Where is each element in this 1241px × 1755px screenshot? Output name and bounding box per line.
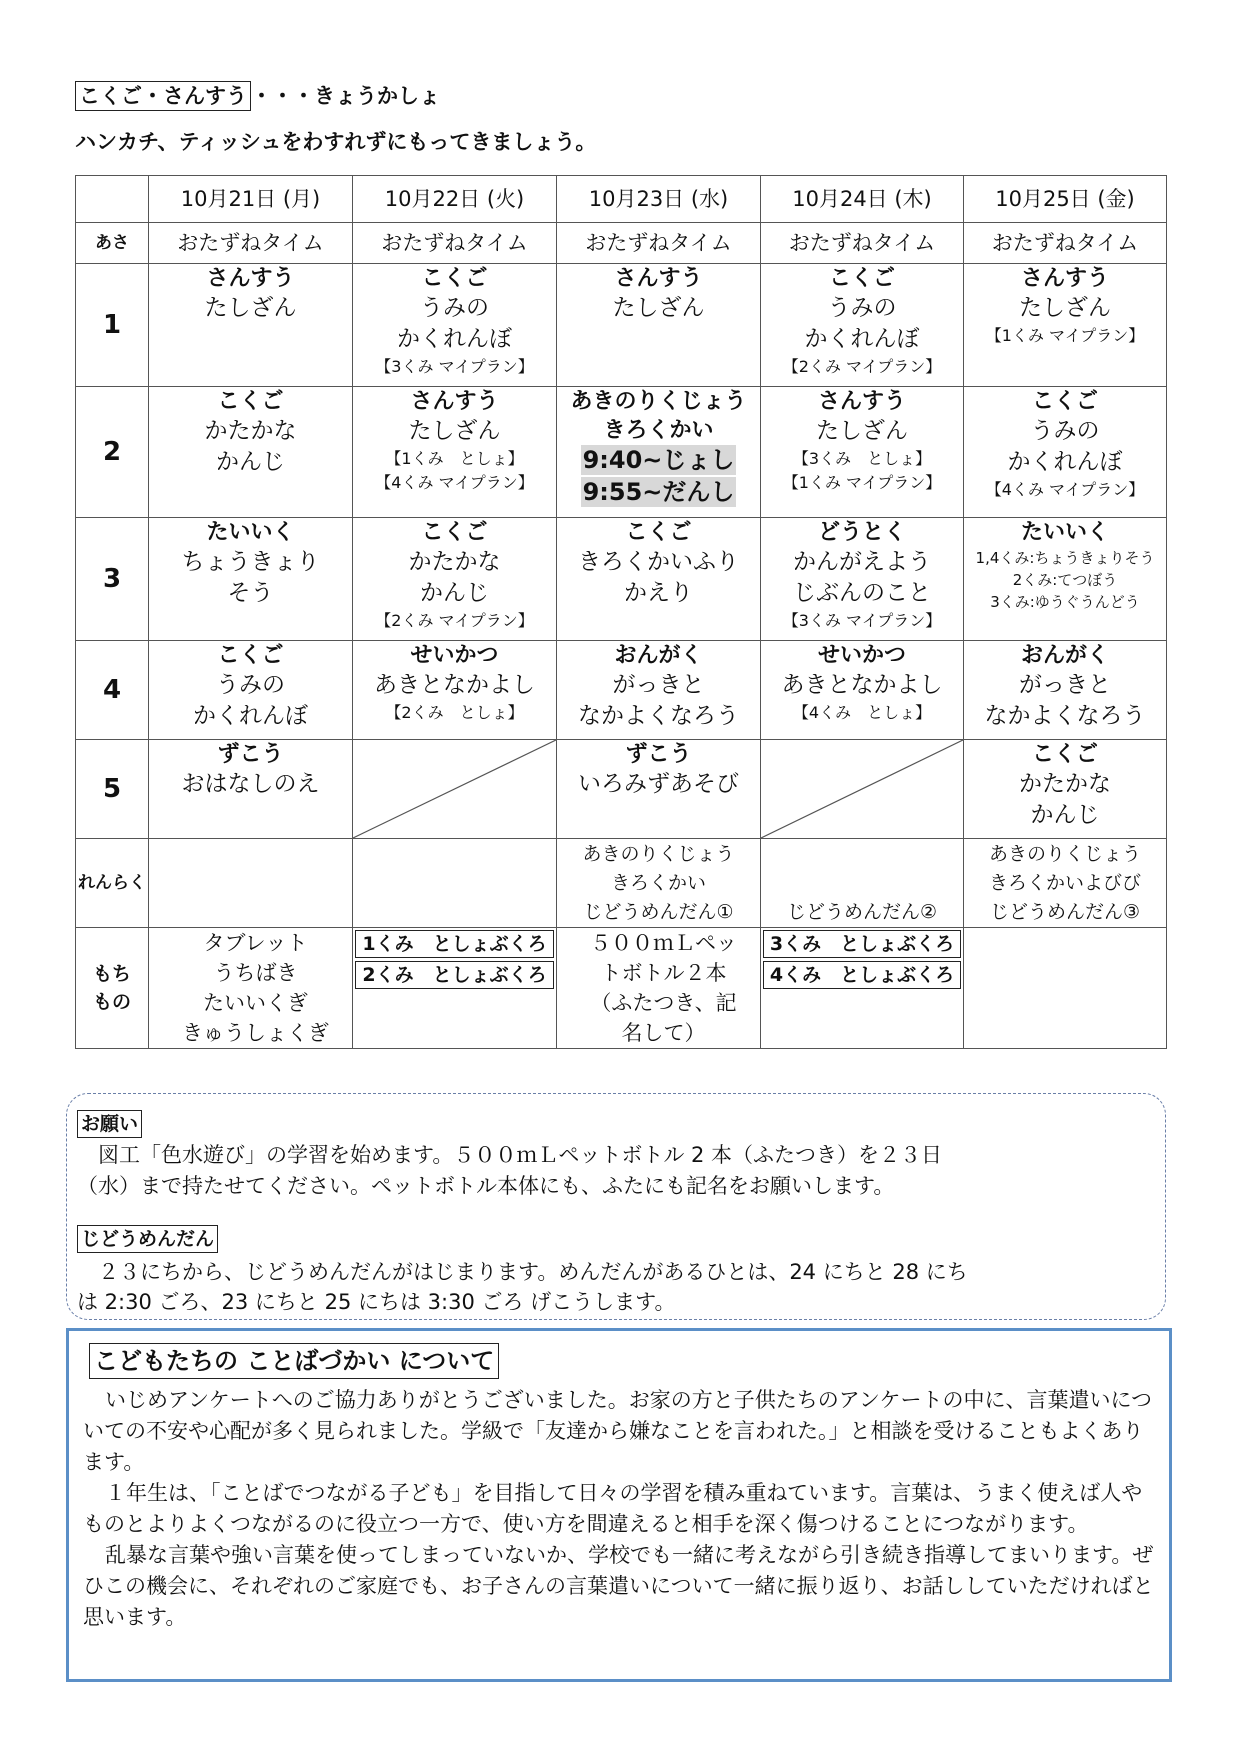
note: 【3くみ マイプラン】 xyxy=(782,611,942,630)
topic: がっきと xyxy=(1019,672,1111,698)
empty-lesson-cell xyxy=(761,740,964,839)
lesson-cell xyxy=(557,641,761,740)
item: きゅうしょくぎ xyxy=(182,1021,329,1045)
event-title: きろくかい xyxy=(603,418,714,443)
contact-line: あきのりくじょう xyxy=(988,843,1141,865)
renraku-cell xyxy=(761,839,964,928)
lesson-cell xyxy=(964,740,1167,839)
topic: かんじ xyxy=(420,580,489,606)
asa-label: あさ xyxy=(76,223,149,264)
subject: さんすう xyxy=(410,389,499,414)
subject: どうとく xyxy=(817,520,906,545)
note: 【2くみ マイプラン】 xyxy=(782,357,942,376)
period-label: 1 xyxy=(76,264,149,387)
lesson-cell xyxy=(761,387,964,518)
items-cell xyxy=(149,928,353,1049)
item: 名して） xyxy=(621,1021,706,1045)
period-4-row xyxy=(76,641,1167,740)
topic: がっきと xyxy=(612,672,705,698)
topic: なかよくなろう xyxy=(984,703,1146,729)
lesson-cell xyxy=(964,641,1167,740)
subject: こくご xyxy=(421,520,488,545)
item: タブレット xyxy=(203,931,308,955)
note: 1,4くみ:ちょうきょりそう xyxy=(975,549,1155,567)
topic: うみの xyxy=(216,672,285,698)
library-bag-badge: 3くみ としょぶくろ xyxy=(763,930,961,958)
topic: たしざん xyxy=(408,418,501,444)
note: 【1くみ としょ】 xyxy=(385,449,524,468)
timetable xyxy=(75,175,1167,1049)
note: 【2くみ としょ】 xyxy=(385,703,524,722)
period-label: 4 xyxy=(76,641,149,740)
topic: かんじ xyxy=(216,449,285,475)
period-label: 2 xyxy=(76,387,149,518)
contact-line: じどうめんだん② xyxy=(786,901,938,923)
day-header-row xyxy=(76,176,1167,223)
mochimono-label-1: もち xyxy=(92,963,131,985)
subject: ずこう xyxy=(625,742,692,767)
items-cell xyxy=(557,928,761,1049)
note: 2くみ:てつぼう xyxy=(1012,571,1118,589)
day-header: 10月21日 (月) xyxy=(149,176,353,223)
subject: こくご xyxy=(217,389,284,414)
lesson-cell xyxy=(964,264,1167,387)
note: 3くみ:ゆうぐうんどう xyxy=(990,593,1140,611)
asa-cell: おたずねタイム xyxy=(761,223,964,264)
subject: さんすう xyxy=(817,389,906,414)
corner-cell xyxy=(76,176,149,223)
mochimono-label-2: もの xyxy=(92,991,131,1013)
renraku-row xyxy=(76,839,1167,928)
topic: かたかな xyxy=(408,549,501,575)
kotoba-body xyxy=(83,1385,1163,1633)
request-body-line-2: （水）まで持たせてください。ペットボトル本体にも、ふたにも記名をお願いします。 xyxy=(77,1174,895,1198)
topic: うみの xyxy=(827,295,897,321)
lesson-cell xyxy=(149,740,353,839)
subject: せいかつ xyxy=(410,643,499,668)
topic: たしざん xyxy=(1019,295,1111,321)
day-header: 10月23日 (水) xyxy=(557,176,761,223)
topic: あきとなかよし xyxy=(374,672,535,698)
contact-line: じどうめんだん① xyxy=(583,901,734,923)
asa-cell: おたずねタイム xyxy=(557,223,761,264)
item: （ふたつき、記 xyxy=(590,991,737,1015)
note: 【3くみ としょ】 xyxy=(792,449,932,468)
time-highlight: 9:40~じょし xyxy=(582,446,735,474)
topic: なかよくなろう xyxy=(578,703,739,729)
period-1-row xyxy=(76,264,1167,387)
kotoba-paragraph: いじめアンケートへのご協力ありがとうございました。お家の方と子供たちのアンケートの中に、言葉遣いについての不安や心配が多く見られました。学級で「友達から嫌なことを言われた。」と相談を受けることもよくあります。 xyxy=(83,1388,1153,1474)
topic: じぶんのこと xyxy=(793,580,931,606)
header-line-1 xyxy=(75,80,440,110)
asa-row xyxy=(76,223,1167,264)
kotoba-paragraph: 乱暴な言葉や強い言葉を使ってしまっていないか、学校でも一緒に考えながら引き続き指導してまいります。ぜひこの機会に、それぞれのご家庭でも、お子さんの言葉遣いについて一緒に振り返り、お話ししていただければと思います。 xyxy=(83,1543,1154,1629)
item: トボトル２本 xyxy=(600,961,727,985)
header-boxed-label: こくご・さんすう xyxy=(75,81,251,111)
lesson-cell xyxy=(557,387,761,518)
topic: かんじ xyxy=(1030,802,1100,828)
subject: ずこう xyxy=(217,742,284,767)
subject: こくご xyxy=(1031,742,1098,767)
period-2-row xyxy=(76,387,1167,518)
item: ５００ｍＬペッ xyxy=(590,931,737,955)
contact-line: あきのりくじょう xyxy=(582,843,735,865)
period-3-row xyxy=(76,518,1167,641)
topic: たしざん xyxy=(204,295,297,321)
asa-cell: おたずねタイム xyxy=(353,223,557,264)
lesson-cell xyxy=(964,387,1167,518)
topic: あきとなかよし xyxy=(781,672,943,698)
note: 【2くみ マイプラン】 xyxy=(375,611,534,630)
lesson-cell xyxy=(149,518,353,641)
items-cell xyxy=(353,928,557,1049)
day-header: 10月22日 (火) xyxy=(353,176,557,223)
topic: かくれんぼ xyxy=(193,703,308,729)
topic: かえり xyxy=(624,580,693,606)
day-header: 10月25日 (金) xyxy=(964,176,1167,223)
topic: いろみずあそび xyxy=(578,771,739,797)
kotoba-title: こどもたちの ことばづかい について xyxy=(89,1343,499,1379)
empty-lesson-cell xyxy=(353,740,557,839)
header-rest: ・・・きょうかしょ xyxy=(251,84,440,108)
subject: こくご xyxy=(217,643,284,668)
note: 【4くみ マイプラン】 xyxy=(375,473,534,492)
item: たいいくぎ xyxy=(203,991,308,1015)
topic: かたかな xyxy=(204,418,297,444)
topic: たしざん xyxy=(816,418,908,444)
diagonal-slash xyxy=(761,740,963,838)
lesson-cell xyxy=(149,641,353,740)
subject: こくご xyxy=(625,520,692,545)
topic: うみの xyxy=(420,295,489,321)
mochimono-row xyxy=(76,928,1167,1049)
subject: こくご xyxy=(828,266,895,291)
subject: さんすう xyxy=(614,266,703,291)
day-header: 10月24日 (木) xyxy=(761,176,964,223)
kotoba-paragraph: １年生は、「ことばでつながる子ども」を目指して日々の学習を積み重ねています。言葉は、うまく使えば人やものとよりよくつながるのに役立つ一方で、使い方を間違えると相手を深く傷つけることにつながります。 xyxy=(83,1481,1143,1536)
period-label: 3 xyxy=(76,518,149,641)
renraku-label: れんらく xyxy=(76,839,149,928)
topic: きろくかいふり xyxy=(578,549,739,575)
note: 【3くみ マイプラン】 xyxy=(375,357,534,376)
diagonal-slash xyxy=(353,740,556,838)
subject: おんがく xyxy=(614,643,703,668)
subject: たいいく xyxy=(1020,520,1109,545)
lesson-cell xyxy=(964,518,1167,641)
subject: こくご xyxy=(421,266,488,291)
request-body-line-1: 図工「色水遊び」の学習を始めます。５００ｍＬペットボトル 2 本（ふたつき）を２３日 xyxy=(77,1143,943,1167)
lesson-cell xyxy=(353,518,557,641)
topic: おはなしのえ xyxy=(181,771,320,797)
lesson-cell xyxy=(353,264,557,387)
topic: かくれんぼ xyxy=(397,326,512,352)
subject: こくご xyxy=(1031,389,1098,414)
period-label: 5 xyxy=(76,740,149,839)
interview-title: じどうめんだん xyxy=(77,1225,218,1253)
kotoba-box xyxy=(66,1328,1172,1682)
topic: かんがえよう xyxy=(793,549,931,575)
time-highlight: 9:55~だんし xyxy=(582,478,735,506)
asa-cell: おたずねタイム xyxy=(964,223,1167,264)
topic: かくれんぼ xyxy=(1007,449,1123,475)
period-5-row xyxy=(76,740,1167,839)
topic: かたかな xyxy=(1019,771,1111,797)
interview-body-line-1: ２３にちから、じどうめんだんがはじまります。めんだんがあるひとは、24 にちと 28 にち xyxy=(77,1260,968,1284)
library-bag-badge: 4くみ としょぶくろ xyxy=(763,961,961,989)
lesson-cell xyxy=(761,518,964,641)
items-cell xyxy=(964,928,1167,1049)
lesson-cell xyxy=(761,264,964,387)
event-title: あきのりくじょう xyxy=(570,389,747,414)
asa-cell: おたずねタイム xyxy=(149,223,353,264)
topic: かくれんぼ xyxy=(804,326,920,352)
topic: そう xyxy=(227,580,274,606)
subject: さんすう xyxy=(206,266,295,291)
request-title: お願い xyxy=(77,1110,142,1138)
topic: ちょうきょり xyxy=(181,549,320,575)
renraku-cell xyxy=(557,839,761,928)
lesson-cell xyxy=(557,264,761,387)
library-bag-badge: 2くみ としょぶくろ xyxy=(355,961,553,989)
header-line-2: ハンカチ、ティッシュをわすれずにもってきましょう。 xyxy=(75,130,597,154)
lesson-cell xyxy=(353,641,557,740)
library-bag-badge: 1くみ としょぶくろ xyxy=(355,930,553,958)
subject: おんがく xyxy=(1020,643,1109,668)
note: 【4くみ マイプラン】 xyxy=(985,480,1145,499)
lesson-cell xyxy=(149,264,353,387)
renraku-cell xyxy=(353,839,557,928)
contact-line: きろくかい xyxy=(610,872,706,894)
topic: うみの xyxy=(1030,418,1100,444)
note: 【1くみ マイプラン】 xyxy=(782,473,942,492)
subject: せいかつ xyxy=(817,643,906,668)
interview-body-line-2: は 2:30 ごろ、23 にちと 25 にちは 3:30 ごろ げこうします。 xyxy=(77,1290,676,1314)
item: うちばき xyxy=(213,961,298,985)
renraku-cell xyxy=(149,839,353,928)
mochimono-label xyxy=(76,928,149,1049)
lesson-cell xyxy=(557,518,761,641)
contact-line: きろくかいよびび xyxy=(988,872,1141,894)
lesson-cell xyxy=(353,387,557,518)
items-cell xyxy=(761,928,964,1049)
lesson-cell xyxy=(557,740,761,839)
notice-box xyxy=(66,1093,1166,1320)
renraku-cell xyxy=(964,839,1167,928)
contact-line: じどうめんだん③ xyxy=(989,901,1141,923)
topic: たしざん xyxy=(612,295,705,321)
note: 【1くみ マイプラン】 xyxy=(985,326,1145,345)
lesson-cell xyxy=(761,641,964,740)
note: 【4くみ としょ】 xyxy=(792,703,932,722)
subject: たいいく xyxy=(206,520,295,545)
subject: さんすう xyxy=(1020,266,1109,291)
lesson-cell xyxy=(149,387,353,518)
